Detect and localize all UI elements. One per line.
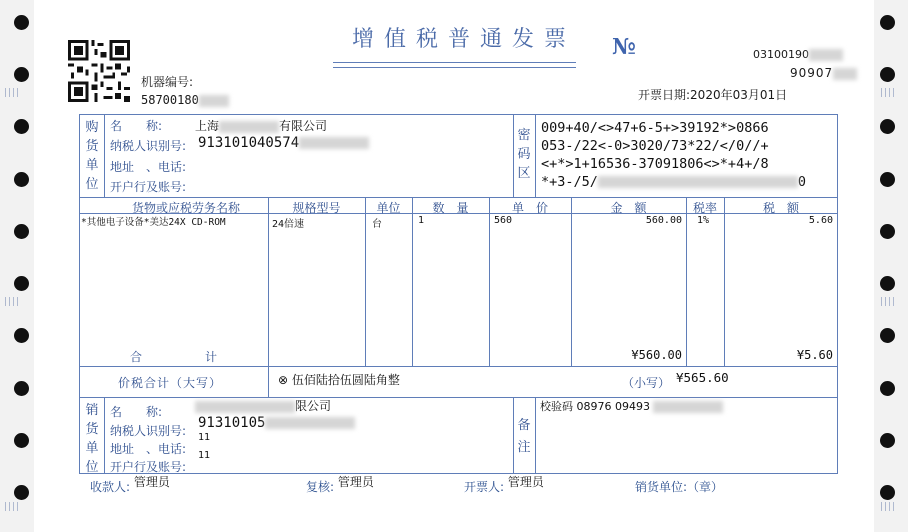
header-tax-rate: 税率 (692, 201, 717, 215)
seller-tax-id-value: 91310105 (198, 415, 266, 431)
buyer-section-label: 购货单位 (85, 120, 99, 192)
rule-total-bottom (79, 366, 838, 367)
header-spec: 规格型号 (292, 201, 341, 215)
issue-date (638, 86, 787, 103)
summary-upper-symbol: ⊗ (278, 373, 289, 387)
qr-code (68, 40, 130, 102)
perforation-hole (880, 276, 895, 291)
total-tax: ¥5.60 (796, 348, 833, 362)
total-label-ji: 计 (205, 350, 218, 364)
rule-col-price (489, 197, 490, 366)
cipher-line-4-head: *+3-/5/ (541, 174, 598, 190)
item-name: *其他电子设备*美达24X CD-ROM (81, 217, 226, 228)
cipher-line-4 (541, 174, 806, 190)
seller-address: 11 (198, 432, 211, 443)
buyer-name (195, 117, 327, 134)
rule-summary-bottom (79, 397, 838, 398)
total-label-he: 合 (130, 350, 143, 364)
perforation-tick: |||| (880, 88, 897, 98)
title-underline-top (333, 62, 576, 63)
reviewer-label: 复核: (306, 480, 335, 494)
perforation-tick: |||| (4, 502, 21, 512)
rule-remarks-left (513, 397, 514, 474)
drawer-label: 开票人: (464, 480, 505, 494)
buyer-tax-id-label: 纳税人识别号: (110, 139, 187, 153)
footer-reviewer (306, 475, 374, 495)
header-tax-amount: 税 额 (762, 201, 799, 215)
machine-number-value: 58700180 (141, 93, 199, 107)
perforation-tick: |||| (880, 502, 897, 512)
buyer-tax-id (198, 135, 369, 151)
rule-col-qty (412, 197, 413, 366)
seller-tax-id-label: 纳税人识别号: (110, 424, 187, 438)
rule-remarks-label (535, 397, 536, 474)
footer-drawer (464, 475, 544, 495)
header-unit-price: 单 价 (511, 201, 548, 215)
buyer-bank-label: 开户行及账号: (110, 180, 187, 194)
perforation-hole (14, 328, 29, 343)
item-tax-rate: 1% (697, 215, 710, 226)
perforation-hole (880, 172, 895, 187)
rule-summary-label (268, 366, 269, 397)
perforation-hole (880, 381, 895, 396)
check-code (540, 398, 723, 414)
seller-tax-id (198, 415, 355, 431)
seller-address-label: 地址 、电话: (110, 442, 187, 456)
item-unit-price: 560 (494, 215, 513, 226)
footer-seller-stamp: 销货单位:（章） (635, 480, 724, 494)
perforation-hole (880, 328, 895, 343)
perforation-tick: |||| (880, 297, 897, 307)
rule-col-unit (365, 197, 366, 366)
seller-bank-label: 开户行及账号: (110, 460, 187, 474)
item-quantity: 1 (418, 215, 425, 226)
perforation-hole (14, 119, 29, 134)
buyer-name-tail: 有限公司 (279, 119, 328, 133)
perforation-tick: |||| (4, 297, 21, 307)
item-spec: 24倍速 (272, 219, 305, 230)
perforation-hole (14, 381, 29, 396)
perforation-hole (880, 15, 895, 30)
reviewer-value: 管理员 (337, 475, 374, 489)
seller-name-label: 名 称: (110, 405, 163, 419)
perforation-hole (880, 119, 895, 134)
perforation-hole (880, 485, 895, 500)
invoice-code (753, 48, 843, 61)
payee-label: 收款人: (90, 480, 131, 494)
header-goods-name: 货物或应税劳务名称 (131, 201, 240, 215)
number-symbol: № (612, 34, 636, 60)
header-unit: 单位 (376, 201, 401, 215)
buyer-tax-id-value: 913101040574 (198, 135, 300, 151)
summary-lower-amount: ¥565.60 (676, 370, 729, 385)
machine-number (141, 93, 229, 107)
rule-cipher-label (535, 114, 536, 197)
machine-number-label: 机器编号: (141, 75, 194, 89)
footer-payee (90, 475, 170, 495)
total-amount: ¥560.00 (631, 348, 682, 362)
perforation-hole (14, 224, 29, 239)
perforation-tick: |||| (4, 88, 21, 98)
perforation-hole (14, 433, 29, 448)
item-unit: 台 (372, 219, 382, 230)
item-tax-amount: 5.60 (808, 215, 833, 226)
perforation-hole (14, 15, 29, 30)
rule-cipher-left (513, 114, 514, 197)
invoice-number (790, 66, 857, 80)
item-amount: 560.00 (645, 215, 682, 226)
payee-value: 管理员 (133, 475, 170, 489)
perforation-hole (880, 433, 895, 448)
rule-seller-label-col (104, 397, 105, 474)
summary-label: 价税合计（大写） (118, 376, 223, 390)
rule-buyer-label-col (104, 114, 105, 197)
seller-bank: 11 (198, 450, 211, 461)
perforation-hole (880, 67, 895, 82)
header-amount: 金 额 (610, 201, 647, 215)
invoice-title: 增值税普通发票 (352, 27, 577, 52)
summary-upper-amount: 伍佰陆拾伍圆陆角整 (291, 373, 400, 387)
drawer-value: 管理员 (507, 475, 544, 489)
cipher-line-2: 053-/22<-0>3020/73*22/</0//+ (541, 138, 769, 154)
invoice-number-value: 90907 (790, 66, 834, 80)
summary-upper (278, 371, 400, 388)
perforation-hole (14, 67, 29, 82)
seller-name-tail: 限公司 (295, 399, 332, 413)
perforation-hole (14, 172, 29, 187)
perforation-hole (14, 276, 29, 291)
seller-name (195, 397, 331, 414)
perforation-hole (14, 485, 29, 500)
summary-lower-label: （小写） (622, 376, 671, 390)
check-code-value: 校验码 08976 09493 (540, 400, 650, 413)
perforation-hole (880, 224, 895, 239)
invoice-code-value: 03100190 (753, 48, 809, 61)
cipher-line-1: 009+40/<>47+6-5+>39192*>0866 (541, 120, 769, 136)
seller-section-label: 销货单位 (85, 403, 99, 475)
buyer-name-value: 上海 (195, 119, 220, 133)
remarks-label: 备注 (517, 418, 531, 455)
cipher-section-label: 密码区 (517, 128, 531, 181)
issue-date-label: 开票日期: (638, 88, 691, 102)
title-underline-bottom (333, 67, 576, 68)
buyer-name-label: 名 称: (110, 119, 163, 133)
header-quantity: 数 量 (432, 201, 469, 215)
issue-date-value: 2020年03月01日 (690, 88, 788, 102)
buyer-address-label: 地址 、电话: (110, 160, 187, 174)
cipher-line-4-tail: 0 (797, 174, 807, 190)
cipher-line-3: <+*>1+16536-37091806<>*+4+/8 (541, 156, 769, 172)
rule-col-rate (686, 197, 687, 366)
rule-col-spec (268, 197, 269, 366)
